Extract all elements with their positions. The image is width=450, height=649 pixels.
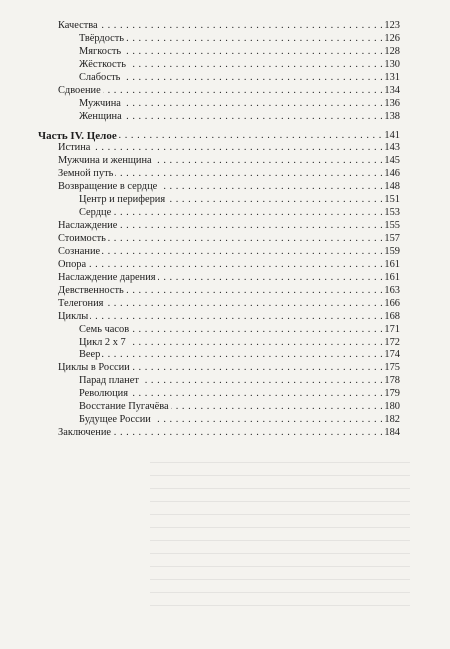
toc-entry-page: 131 [382,72,400,85]
toc-entry-label: Революция [58,388,130,401]
toc-entry-page: 180 [382,401,400,414]
toc-entry [58,194,400,207]
toc-entry-label: Женщина [58,111,124,124]
toc-entry-page: 148 [382,181,400,194]
toc-entry-page: 182 [382,414,400,427]
toc-entry-page: 166 [382,298,400,311]
toc-entry [58,362,400,375]
toc-entry-page: 171 [382,324,400,337]
toc-entry [58,155,400,168]
toc-entry-label: Земной путь [58,168,114,180]
toc-entry-label: Качества [58,20,98,31]
toc-entry-label: Стоимость [58,233,106,244]
toc-entry-label: Телегония [58,297,104,309]
toc-entry [58,33,400,46]
toc-entry-page: 179 [382,388,400,401]
toc-entry [58,207,400,220]
toc-entry [58,20,400,33]
toc-entry-page: 143 [382,142,400,155]
toc-entry-page: 138 [382,111,400,124]
toc-entry-page: 128 [382,46,400,59]
toc-entry-label: Девственность [58,284,124,296]
toc-entry-label: Заключение [58,427,111,439]
toc-entry-label: Возвращение в сердце [58,181,158,193]
toc-entry [58,181,400,194]
toc-entry-label: Жёсткость [58,59,128,72]
dot-leader [58,349,382,362]
toc-part-heading [38,130,400,143]
toc-entry [58,414,400,427]
toc-entry [58,311,400,324]
toc-entry [58,168,400,181]
toc-entry-page: 184 [382,427,400,440]
dot-leader [58,246,382,259]
toc-entry [58,72,400,85]
dot-leader [58,311,382,324]
toc-entry-page: 174 [382,349,400,362]
toc-entry-label: Парад планет [58,375,141,388]
toc-entry-label: Сознание [58,245,101,257]
toc-entry-page: 159 [382,246,400,259]
toc-entry-label: Центр и периферия [58,194,167,207]
toc-entry [58,427,400,440]
toc-entry-page: 136 [382,98,400,111]
toc-entry [58,142,400,155]
toc-entry-label: Наслаждение [58,220,118,232]
toc-entry-page: 141 [382,130,400,143]
toc-entry [58,337,400,350]
dot-leader [58,20,382,33]
toc-entry-page: 161 [382,259,400,272]
toc-entry-page: 163 [382,285,400,298]
toc-entry-label: Слабость [58,72,122,85]
toc-entry-page: 153 [382,207,400,220]
toc-entry [58,324,400,337]
toc-entry-page: 145 [382,155,400,168]
toc-entry-page: 146 [382,168,400,181]
toc-entry-label: Наслаждение дарения [58,271,156,283]
toc-entry [58,111,400,124]
toc-entry [58,59,400,72]
toc-entry-page: 151 [382,194,400,207]
toc-entry [58,233,400,246]
toc-entry [58,220,400,233]
toc-entry-label: Сдвоение [58,84,101,96]
dot-leader [58,298,382,311]
dot-leader [58,142,382,155]
toc-entry-label: Мужчина [58,98,123,111]
toc-entry [58,285,400,298]
toc-entry [58,401,400,414]
toc-entry-page: 161 [382,272,400,285]
toc-entry-label: Сердце [58,207,113,220]
dot-leader [58,85,382,98]
bleed-through-text [150,462,410,642]
toc-entry [58,388,400,401]
toc-entry-label: Твёрдость [58,33,126,46]
toc-entry [58,46,400,59]
toc-entry-page: 178 [382,375,400,388]
toc-entry-page: 126 [382,33,400,46]
toc-entry-label: Семь часов [58,324,131,337]
toc-entry-page: 130 [382,59,400,72]
toc-entry-label: Цикл 2 х 7 [58,337,128,350]
toc-entry [58,298,400,311]
toc-entry [58,375,400,388]
dot-leader [58,259,382,272]
toc-entry [58,246,400,259]
toc-entry-page: 172 [382,337,400,350]
toc-entry-page: 134 [382,85,400,98]
toc-entry [58,259,400,272]
toc-entry-label: Веер [58,349,102,362]
toc-entry [58,349,400,362]
toc-entry-label: Истина [58,142,91,154]
toc-entry [58,272,400,285]
toc-entry-label: Опора [58,258,87,270]
toc-entry-label: Будущее России [58,414,153,427]
toc-entry-page: 168 [382,311,400,324]
toc-entry-label: Мужчина и женщина [58,155,152,167]
toc-entry-label: Циклы [58,310,89,322]
toc-entry-page: 123 [382,20,400,33]
toc-entry-page: 157 [382,233,400,246]
toc-entry-page: 175 [382,362,400,375]
table-of-contents [38,20,400,440]
toc-entry-label: Восстание Пугачёва [58,401,171,414]
toc-entry-page: 155 [382,220,400,233]
toc-entry [58,98,400,111]
toc-entry-label: Часть IV. Целое [38,129,117,142]
toc-entry [58,85,400,98]
toc-entry-label: Циклы в России [58,362,130,374]
toc-entry-label: Мягкость [58,46,123,59]
